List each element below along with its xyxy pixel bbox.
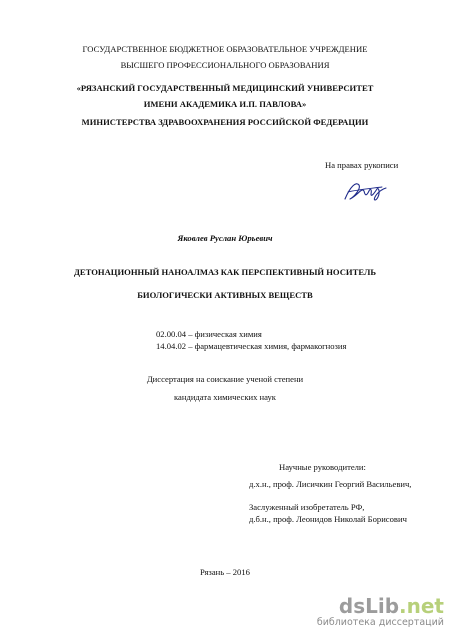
author-name: Яковлев Руслан Юрьевич (177, 233, 273, 243)
watermark-subtitle: библиотека диссертаций (316, 617, 444, 628)
supervisor-2: д.б.н., проф. Леонидов Николай Борисович (249, 514, 407, 524)
degree-line-2: кандидата химических наук (174, 392, 276, 402)
institution-line-1: ГОСУДАРСТВЕННОЕ БЮДЖЕТНОЕ ОБРАЗОВАТЕЛЬНОЕ УЧРЕЖДЕНИЕ (82, 44, 368, 54)
dslib-watermark (314, 595, 444, 633)
ministry-line: МИНИСТЕРСТВА ЗДРАВООХРАНЕНИЯ РОССИЙСКОЙ ФЕДЕРАЦИИ (81, 117, 369, 127)
degree-line-1: Диссертация на соискание ученой степени (146, 374, 304, 384)
specialty-code-2: 14.04.02 – фармацевтическая химия, фармакогнозия (156, 341, 347, 351)
supervisor-2-honorary-title: Заслуженный изобретатель РФ, (249, 502, 365, 512)
institution-line-2: ВЫСШЕГО ПРОФЕССИОНАЛЬНОГО ОБРАЗОВАНИЯ (120, 60, 330, 70)
university-name-line-1: «РЯЗАНСКИЙ ГОСУДАРСТВЕННЫЙ МЕДИЦИНСКИЙ УНИВЕРСИТЕТ (76, 83, 374, 93)
dissertation-title-line-2: БИОЛОГИЧЕСКИ АКТИВНЫХ ВЕЩЕСТВ (137, 290, 313, 300)
handwritten-signature (342, 177, 388, 207)
place-and-year: Рязань – 2016 (200, 567, 250, 577)
supervisors-heading: Научные руководители: (279, 462, 366, 472)
watermark-domain: dsLib.net (338, 594, 444, 618)
dissertation-title-line-1: ДЕТОНАЦИОННЫЙ НАНОАЛМАЗ КАК ПЕРСПЕКТИВНЫЙ НОСИТЕЛЬ (73, 267, 377, 277)
university-name-line-2: ИМЕНИ АКАДЕМИКА И.П. ПАВЛОВА» (143, 99, 307, 109)
manuscript-rights-note: На правах рукописи (325, 160, 399, 170)
supervisor-1: д.х.н., проф. Лисичкин Георгий Васильевич, (249, 479, 412, 489)
specialty-code-1: 02.00.04 – физическая химия (156, 329, 262, 339)
